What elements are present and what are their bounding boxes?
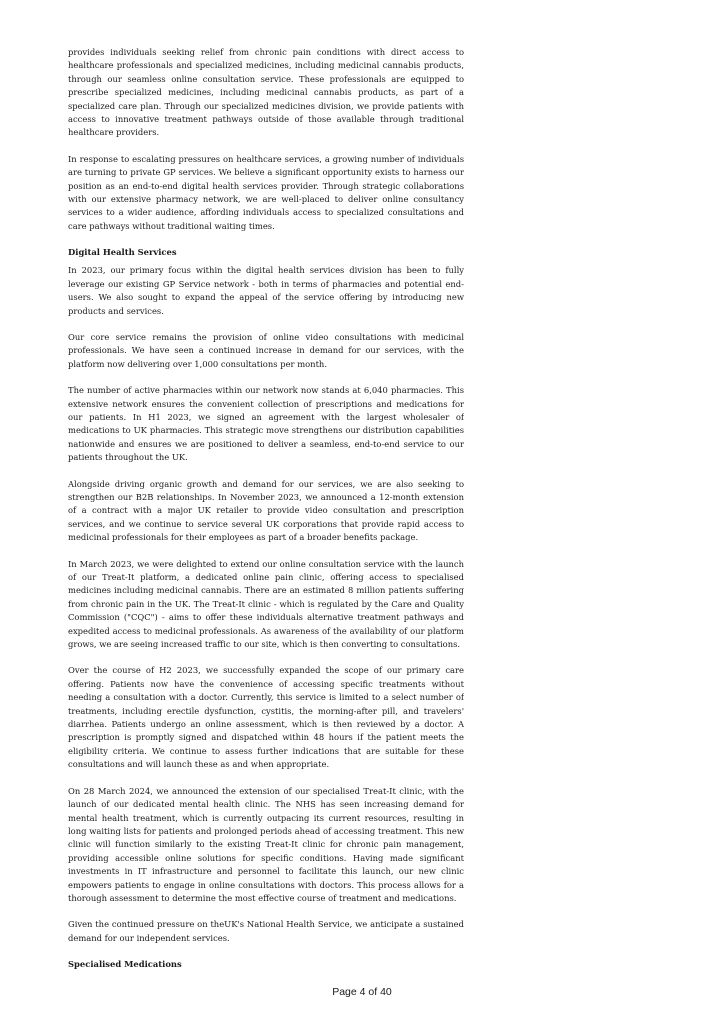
paragraph-treat-it-launch: In March 2023, we were delighted to extend our online consultation service with the launch of our Treat-It platform, a dedicated online pain clinic, offering access to specialised medicines including medicinal cannabis. There are an estimated 8 million patients suffering from chronic pain in the UK. The Treat-It clinic - which is regulated by the Care and Quality Commission ("CQC") - aims to offer these individuals alternative treatment pathways and expedited access to medicinal professionals. As awareness of the availability of our platform grows, we are seeing increased traffic to our site, which is then converting to consultations. xyxy=(68,558,464,650)
page-number: Page 4 of 40 xyxy=(332,986,392,998)
paragraph-intro-continued: provides individuals seeking relief from chronic pain conditions with direct access to healthcare professionals and specialized medicines, including medicinal cannabis products, through our seamless online consultation service. These professionals are equipped to prescribe specialized medicines, including medicinal cannabis products, as part of a specialized care plan. Through our specialized medicines division, we provide patients with access to innovative treatment pathways outside of those available through traditional healthcare providers. xyxy=(68,47,464,138)
paragraph-core-service: Our core service remains the provision of online video consultations with medicinal professionals. We have seen a continued increase in demand for our services, with the platform now delivering over 1,000 consultations per month. xyxy=(68,331,464,369)
heading-specialised-medications: Specialised Medications xyxy=(68,959,182,970)
paragraph-b2b: Alongside driving organic growth and demand for our services, we are also seeking to strengthen our B2B relationships. In November 2023, we announced a 12-month extension of a contract with a major UK retailer to provide video consultation and prescription services, and we continue to service several UK corporations that provide rapid access to medicinal professionals for their employees as part of a broader benefits package. xyxy=(68,478,464,543)
paragraph-pharmacy-network: The number of active pharmacies within our network now stands at 6,040 pharmacies. This extensive network ensures the convenient collection of prescriptions and medications for our patients. In H1 2023, we signed an agreement with the largest wholesaler of medications to UK pharmacies. This strategic move strengthens our distribution capabilities nationwide and ensures we are positioned to deliver a seamless, end-to-end service to our patients throughout the UK. xyxy=(68,385,464,463)
paragraph-mental-health-clinic: On 28 March 2024, we announced the extension of our specialised Treat-It clinic, with the launch of our dedicated mental health clinic. The NHS has seen increasing demand for mental health treatment, which is currently outpacing its current resources, resulting in long waiting lists for patients and prolonged periods ahead of accessing treatment. This new clinic will function similarly to the existing Treat-It clinic for chronic pain management, providing accessible online solutions for specific conditions. Having made significant investments in IT infrastructure and personnel to facilitate this launch, our new clinic empowers patients to engage in online consultations with doctors. This process allows for a thorough assessment to determine the most effective course of treatment and medications. xyxy=(68,785,464,903)
heading-digital-health-services: Digital Health Services xyxy=(68,247,177,258)
paragraph-private-gp: In response to escalating pressures on healthcare services, a growing number of individuals are turning to private GP services. We believe a significant opportunity exists to harness our position as an end-to-end digital health services provider. Through strategic collaborations with our extensive pharmacy network, we are well-placed to deliver online consultancy services to a wider audience, affording individuals access to specialized consultations and care pathways without traditional waiting times. xyxy=(68,153,464,231)
document-body xyxy=(68,46,464,972)
paragraph-primary-care: Over the course of H2 2023, we successfully expanded the scope of our primary care offering. Patients now have the convenience of accessing specific treatments without needing a consultation with a doctor. Currently, this service is limited to a select number of treatments, including erectile dysfunction, cystitis, the morning-after pill, and travelers' diarrhea. Patients undergo an online assessment, which is then reviewed by a doctor. A prescription is promptly signed and dispatched within 48 hours if the patient meets the eligibility criteria. We continue to assess further indications that are suitable for these consultations and will launch these as and when appropriate. xyxy=(68,665,464,770)
paragraph-2023-focus: In 2023, our primary focus within the digital health services division has been to fully leverage our existing GP Service network - both in terms of pharmacies and potential end-users. We also sought to expand the appeal of the service offering by introducing new products and services. xyxy=(68,265,464,316)
paragraph-nhs-pressure: Given the continued pressure on theUK's National Health Service, we anticipate a sustained demand for our independent services. xyxy=(68,919,464,943)
